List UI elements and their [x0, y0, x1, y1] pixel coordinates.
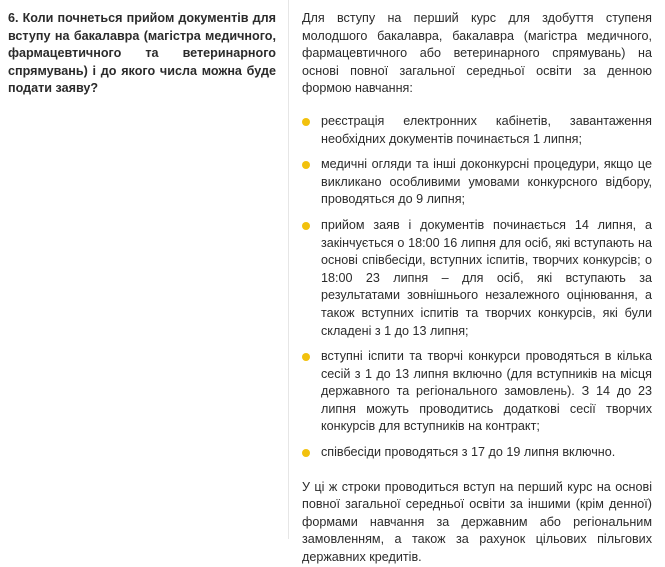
list-item-text: прийом заяв і документів починається 14 липня, а закінчується о 18:00 16 липня для осіб, які вступають на основі співбесіди, вступних іспитів, творчих конкурсів; о 18:00 23 липня – для осіб, які вступають за результатами зовнішнього незалежного оцінювання, а також вступних іспитів та творчих конкурсів, які були складені з 1 до 13 липня;: [321, 217, 652, 338]
list-item: [302, 444, 652, 462]
list-item-text: співбесіди проводяться з 17 до 19 липня включно.: [321, 445, 616, 460]
list-item: [302, 156, 652, 209]
list-item-text: медичні огляди та інші доконкурсні процедури, якщо це викликано особливими умовами конкурсного відбору, проводяться до 9 липня;: [321, 157, 652, 207]
column-divider: [288, 0, 289, 539]
list-item: [302, 217, 652, 340]
answer-footer: У ці ж строки проводиться вступ на перший курс на основі повної загальної середньої освіти за іншими (крім денної) формами навчання за державним або регіональним замовленням, а також за рахунок цільових пільгових державних кредитів.: [302, 479, 652, 565]
list-item-text: вступні іспити та творчі конкурси проводяться в кілька сесій з 1 до 13 липня включно (для вступників на місця державного та регіонального замовлень). З 14 до 23 липня можуть проводитись додаткові сесії творчих конкурсів для вступників на контракт;: [321, 349, 652, 434]
bullet-dot-icon: [302, 222, 310, 230]
answer-intro: Для вступу на перший курс для здобуття ступеня молодшого бакалавра, бакалавра (магістра медичного, фармацевтичного або ветеринарного спрямувань) на основі повної загальної середньої освіти за денною формою навчання:: [302, 11, 652, 96]
faq-question: 6. Коли почнеться прийом документів для вступу на бакалавра (магістра медичного, фармацевтичного та ветеринарного спрямувань) і до якого числа можна буде подати заяву?: [8, 11, 276, 96]
list-item: [302, 348, 652, 436]
bullet-dot-icon: [302, 161, 310, 169]
bullet-dot-icon: [302, 118, 310, 126]
faq-answer: [302, 10, 652, 567]
list-item: [302, 113, 652, 148]
list-item-text: реєстрація електронних кабінетів, завантаження необхідних документів починається 1 липня;: [321, 113, 652, 146]
bullet-dot-icon: [302, 449, 310, 457]
answer-list: [302, 113, 652, 462]
bullet-dot-icon: [302, 353, 310, 361]
